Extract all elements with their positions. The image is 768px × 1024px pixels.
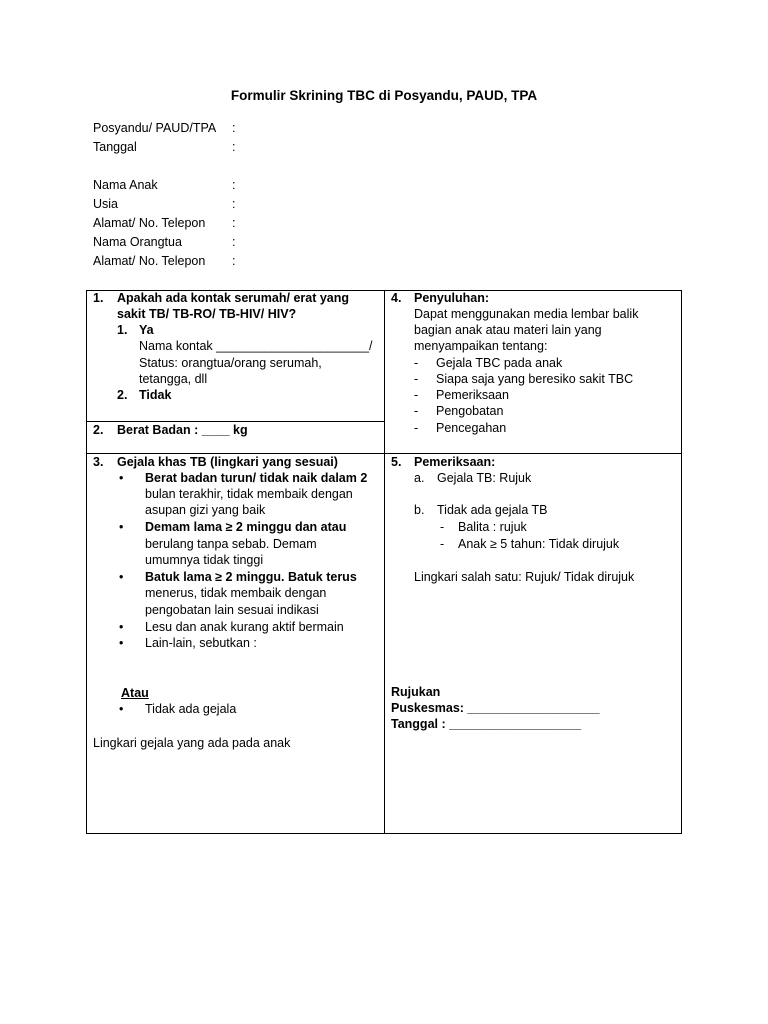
q4-dash: - [414, 372, 419, 386]
q3-symptom-fever-line2: berulang tanpa sebab. Demam [145, 537, 317, 551]
q3-symptom-fever-line3: umumnya tidak tinggi [145, 553, 264, 567]
field-nama-anak[interactable] [93, 176, 235, 195]
q2-weight[interactable]: Berat Badan : ____ kg [117, 423, 248, 437]
q1-option2-number: 2. [117, 388, 128, 402]
header-fields [93, 119, 235, 271]
q5-heading: Pemeriksaan: [414, 455, 496, 469]
field-alamat-orangtua[interactable] [93, 252, 235, 271]
q3-symptom-cough-line3: pengobatan lain sesuai indikasi [145, 603, 319, 617]
q3-or-label: Atau [121, 686, 149, 700]
q4-item: Pengobatan [436, 404, 504, 418]
bullet-icon: • [119, 570, 124, 584]
q5-b-number: b. [414, 503, 425, 517]
q3-heading: Gejala khas TB (lingkari yang sesuai) [117, 455, 338, 469]
q1-option-tidak[interactable]: Tidak [139, 388, 172, 402]
q3-symptom-lethargy[interactable]: Lesu dan anak kurang aktif bermain [145, 620, 344, 634]
q3-symptom-cough[interactable]: Batuk lama ≥ 2 minggu. Batuk terus [145, 570, 357, 584]
q4-item: Siapa saja yang beresiko sakit TBC [436, 372, 634, 386]
field-posyandu[interactable] [93, 119, 235, 138]
q1-number: 1. [93, 291, 104, 305]
bullet-icon: • [119, 520, 124, 534]
q5-number: 5. [391, 455, 402, 469]
q5-tanggal-field[interactable]: Tanggal : ___________________ [391, 717, 582, 731]
q4-dash: - [414, 356, 419, 370]
q5-b-item: Balita : rujuk [458, 520, 527, 534]
field-colon: : [232, 121, 236, 135]
q3-symptom-weight-line2: bulan terakhir, tidak membaik dengan [145, 487, 353, 501]
q2-number: 2. [93, 423, 104, 437]
field-label: Posyandu/ PAUD/TPA [93, 121, 217, 135]
q3-symptom-fever[interactable]: Demam lama ≥ 2 minggu dan atau [145, 520, 347, 534]
bullet-icon: • [119, 702, 124, 716]
q4-dash: - [414, 421, 419, 435]
q4-desc-line3: menyampaikan tentang: [414, 339, 548, 353]
form-title: Formulir Skrining TBC di Posyandu, PAUD, TPA [230, 88, 538, 103]
field-colon: : [232, 197, 236, 211]
field-alamat-anak[interactable] [93, 214, 235, 233]
field-tanggal[interactable] [93, 138, 235, 157]
q3-symptom-cough-line2: menerus, tidak membaik dengan [145, 586, 327, 600]
q1-status-line1: Status: orangtua/orang serumah, [139, 356, 322, 370]
q4-dash: - [414, 404, 419, 418]
q5-puskesmas-field[interactable]: Puskesmas: ___________________ [391, 701, 600, 715]
q5-dash: - [440, 537, 445, 551]
field-colon: : [232, 216, 236, 230]
q4-desc-line2: bagian anak atau materi lain yang [414, 323, 602, 337]
q4-heading: Penyuluhan: [414, 291, 490, 305]
field-colon: : [232, 140, 236, 154]
q4-item: Gejala TBC pada anak [436, 356, 563, 370]
q3-symptom-weight-line3: asupan gizi yang baik [145, 503, 266, 517]
field-nama-orangtua[interactable] [93, 233, 235, 252]
bullet-icon: • [119, 471, 124, 485]
q4-desc-line1: Dapat menggunakan media lembar balik [414, 307, 639, 321]
field-colon: : [232, 178, 236, 192]
q1-text-line1: Apakah ada kontak serumah/ erat yang [117, 291, 350, 305]
q1-status-line2: tetangga, dll [139, 372, 208, 386]
q4-dash: - [414, 388, 419, 402]
q1-text-line2: sakit TB/ TB-RO/ TB-HIV/ HIV? [117, 307, 297, 321]
q1-contact-name[interactable]: Nama kontak ______________________/ [139, 339, 373, 353]
q5-circle-choice[interactable]: Lingkari salah satu: Rujuk/ Tidak dirujuk [414, 570, 635, 584]
q3-footer-note: Lingkari gejala yang ada pada anak [93, 736, 291, 750]
q5-a-text: Gejala TB: Rujuk [437, 471, 532, 485]
field-label: Alamat/ No. Telepon [93, 254, 206, 268]
q4-item: Pemeriksaan [436, 388, 509, 402]
q4-item: Pencegahan [436, 421, 507, 435]
bullet-icon: • [119, 636, 124, 650]
q3-symptom-weight[interactable]: Berat badan turun/ tidak naik dalam 2 [145, 471, 368, 485]
field-label: Tanggal [93, 140, 137, 154]
q5-b-text: Tidak ada gejala TB [437, 503, 548, 517]
q3-symptom-other[interactable]: Lain-lain, sebutkan : [145, 636, 257, 650]
field-label: Nama Orangtua [93, 235, 182, 249]
q4-number: 4. [391, 291, 402, 305]
q1-option1-number: 1. [117, 323, 128, 337]
q3-no-symptom[interactable]: Tidak ada gejala [145, 702, 237, 716]
field-colon: : [232, 235, 236, 249]
field-usia[interactable] [93, 195, 235, 214]
field-label: Alamat/ No. Telepon [93, 216, 206, 230]
q5-a-number: a. [414, 471, 425, 485]
q3-number: 3. [93, 455, 104, 469]
q5-dash: - [440, 520, 445, 534]
q5-b-item: Anak ≥ 5 tahun: Tidak dirujuk [458, 537, 620, 551]
field-label: Nama Anak [93, 178, 158, 192]
q5-rujukan-label: Rujukan [391, 685, 441, 699]
bullet-icon: • [119, 620, 124, 634]
field-label: Usia [93, 197, 119, 211]
field-colon: : [232, 254, 236, 268]
q1-option-ya[interactable]: Ya [139, 323, 154, 337]
